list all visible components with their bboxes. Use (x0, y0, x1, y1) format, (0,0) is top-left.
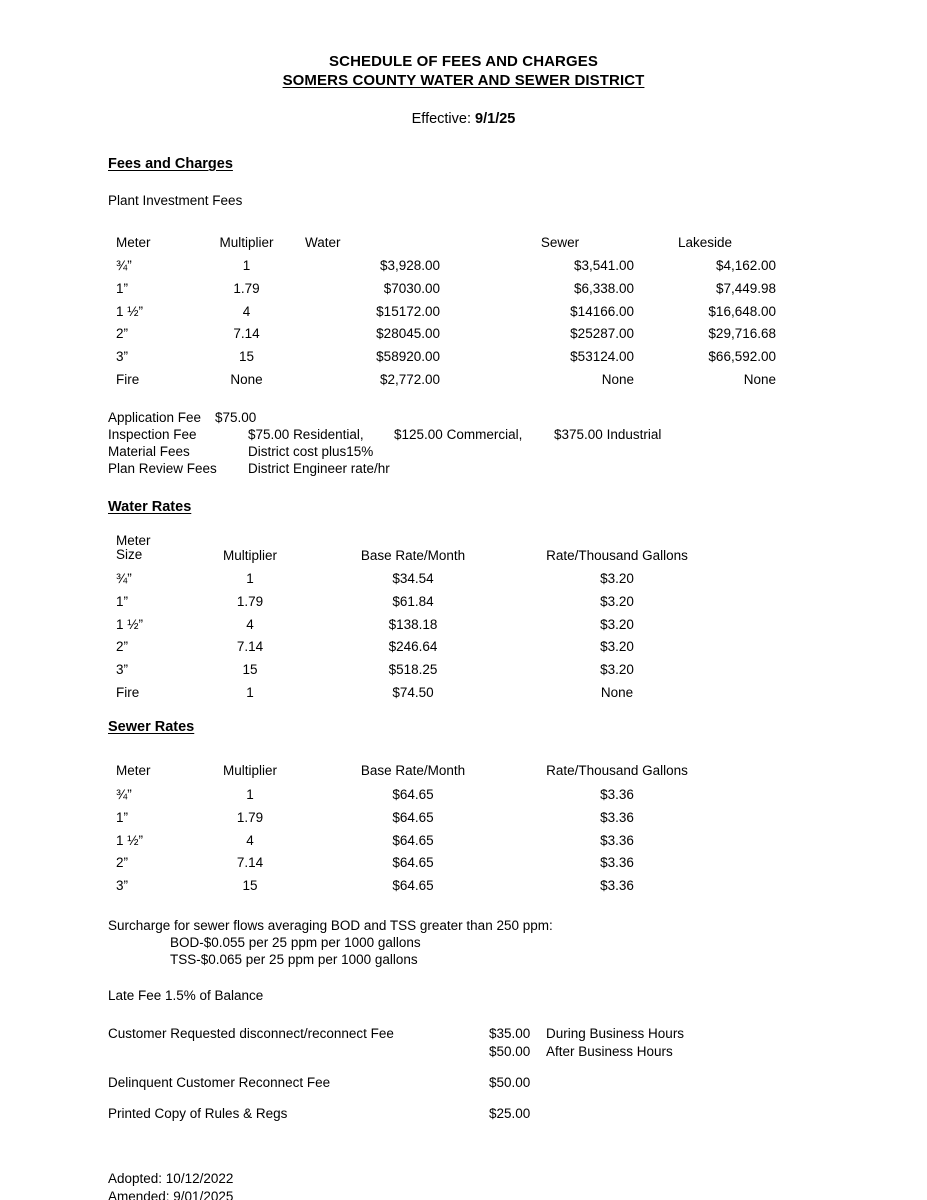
inspection-residential-amount: $75.00 (248, 427, 290, 443)
cell-base-rate: $518.25 (388, 662, 438, 678)
surcharge-bod: BOD-$0.055 per 25 ppm per 1000 gallons (170, 935, 421, 951)
table-row (116, 848, 716, 871)
column-header-lakeside: Lakeside (677, 234, 733, 250)
table-row (116, 364, 776, 387)
cell-multiplier: 1 (246, 787, 254, 803)
column-header-meter: Meter (116, 234, 151, 250)
cell-multiplier: 15 (238, 349, 255, 365)
cell-gallons: $3.36 (600, 809, 634, 825)
disconnect-fee-row (108, 1025, 867, 1042)
late-fee-label: Late Fee (108, 988, 162, 1004)
cell-gallons: $3.20 (600, 571, 634, 587)
column-header-meter-size (116, 534, 192, 564)
cell-gallons: $3.36 (600, 877, 634, 893)
document-title (0, 0, 927, 90)
document-footer (108, 1170, 867, 1200)
disconnect-fee-label: Customer Requested disconnect/reconnect Fee (108, 1026, 394, 1042)
table-row (116, 654, 716, 677)
cell-multiplier: 4 (242, 303, 251, 319)
application-fee-row (108, 409, 867, 426)
disconnect-fee-row-secondary (108, 1043, 867, 1060)
section-water-rates (108, 498, 867, 516)
sewer-surcharge-block (108, 917, 867, 969)
water-rates-heading: Water Rates (108, 498, 192, 515)
column-header-multiplier: Multiplier (219, 234, 274, 250)
cell-sewer: $3,541.00 (573, 258, 634, 274)
plant-investment-fees-table (116, 227, 776, 387)
table-row (116, 296, 776, 319)
effective-label: Effective: (411, 111, 471, 127)
disconnect-fee-note-2: After Business Hours (546, 1043, 673, 1059)
column-header-water: Water (305, 234, 341, 250)
cell-base-rate: $74.50 (392, 684, 434, 700)
cell-water: $15172.00 (376, 303, 440, 319)
application-fee-value: $75.00 (215, 409, 257, 425)
cell-multiplier: 15 (242, 662, 258, 678)
column-header-multiplier: Multiplier (222, 763, 277, 779)
amended-date: Amended: 9/01/2025 (108, 1188, 234, 1200)
cell-lakeside: $66,592.00 (708, 349, 776, 365)
cell-multiplier: 4 (246, 616, 254, 632)
cell-meter: 1” (116, 809, 129, 825)
column-header-rate-thousand: Rate/Thousand Gallons (546, 547, 688, 563)
table-row (116, 251, 776, 274)
cell-multiplier: 7.14 (236, 639, 264, 655)
delinquent-reconnect-fee-row (108, 1074, 867, 1091)
cell-lakeside: $7,449.98 (715, 281, 776, 297)
cell-gallons: $3.36 (600, 832, 634, 848)
disconnect-fee-note-1: During Business Hours (546, 1026, 685, 1042)
fees-and-charges-heading: Fees and Charges (108, 156, 233, 172)
table-row (116, 273, 776, 296)
printed-copy-fee-label: Printed Copy of Rules & Regs (108, 1106, 288, 1122)
cell-meter: ¾” (116, 787, 132, 803)
cell-base-rate: $61.84 (392, 594, 434, 609)
cell-multiplier: 1.79 (236, 809, 264, 825)
inspection-industrial (554, 426, 661, 443)
water-rates-table (116, 534, 716, 700)
cell-multiplier: 1 (246, 684, 254, 700)
column-header-meter-line2: Size (116, 547, 143, 563)
inspection-commercial-amount: $125.00 (394, 427, 443, 443)
inspection-fee-row (108, 426, 867, 443)
cell-sewer: $53124.00 (570, 349, 634, 365)
inspection-residential (248, 426, 394, 443)
cell-meter: 1” (116, 281, 129, 297)
cell-meter: 1 ½” (116, 616, 144, 632)
cell-gallons: $3.36 (600, 855, 634, 871)
cell-meter: 2” (116, 326, 129, 342)
cell-meter: 1” (116, 594, 129, 609)
cell-water: $7030.00 (383, 281, 440, 297)
cell-meter: 2” (116, 639, 129, 655)
cell-multiplier: 4 (246, 832, 254, 848)
cell-multiplier: 7.14 (236, 855, 264, 871)
sewer-rates-heading: Sewer Rates (108, 718, 195, 735)
title-line-1: SCHEDULE OF FEES AND CHARGES (329, 53, 598, 70)
table-row (116, 341, 776, 364)
cell-multiplier: 1 (246, 571, 254, 587)
sewer-rates-table (116, 756, 716, 893)
column-header-meter-line1: Meter (116, 532, 151, 548)
cell-meter: 3” (116, 349, 129, 365)
disconnect-fee-amount-2: $50.00 (489, 1043, 531, 1059)
table-row (116, 802, 716, 825)
cell-sewer: $25287.00 (570, 326, 634, 342)
cell-meter: ¾” (116, 258, 132, 274)
effective-date-value: 9/1/25 (475, 111, 516, 127)
surcharge-intro: Surcharge for sewer flows averaging BOD and TSS greater than 250 ppm: (108, 917, 553, 933)
cell-gallons: $3.36 (600, 787, 634, 803)
cell-meter: Fire (116, 371, 140, 387)
table-row (116, 870, 716, 893)
cell-water: $2,772.00 (379, 371, 440, 387)
table-row (116, 677, 716, 700)
cell-water: $58920.00 (376, 349, 440, 365)
material-fees-row (108, 443, 867, 460)
other-fees-list (108, 409, 867, 478)
column-header-base-rate: Base Rate/Month (360, 763, 466, 779)
section-sewer-rates (108, 718, 867, 736)
late-fee-row (108, 988, 867, 1003)
cell-base-rate: $246.64 (388, 639, 438, 655)
cell-base-rate: $64.65 (392, 809, 434, 825)
cell-water: $28045.00 (376, 326, 440, 342)
column-header-base-rate: Base Rate/Month (360, 547, 466, 563)
section-fees-and-charges (108, 155, 867, 173)
plan-review-fees-label: Plan Review Fees (108, 461, 217, 477)
cell-multiplier: 1.79 (233, 281, 260, 297)
cell-base-rate: $64.65 (392, 832, 434, 848)
cell-meter: Fire (116, 684, 140, 700)
cell-sewer: $6,338.00 (573, 281, 634, 297)
cell-lakeside: None (743, 371, 776, 387)
table-row (116, 319, 776, 342)
plan-review-fees-row (108, 460, 867, 477)
plan-review-fees-value: District Engineer rate/hr (248, 461, 390, 477)
cell-multiplier: None (230, 371, 263, 387)
cell-sewer: $14166.00 (570, 303, 634, 319)
table-row (116, 825, 716, 848)
inspection-commercial-label: Commercial, (446, 427, 523, 443)
cell-gallons: None (600, 684, 634, 700)
adopted-date: Adopted: 10/12/2022 (108, 1171, 234, 1187)
disconnect-fee-amount-1: $35.00 (489, 1026, 531, 1042)
title-line-2: SOMERS COUNTY WATER AND SEWER DISTRICT (282, 72, 645, 89)
table-row (116, 632, 716, 655)
cell-base-rate: $64.65 (392, 787, 434, 803)
inspection-residential-label: Residential, (293, 427, 364, 443)
cell-multiplier: 1.79 (236, 594, 264, 609)
cell-meter: ¾” (116, 571, 132, 587)
disconnect-fee-label-blank (108, 1043, 489, 1060)
printed-copy-fee-row (108, 1105, 867, 1122)
cell-multiplier: 7.14 (233, 326, 260, 342)
effective-date-line (0, 111, 927, 127)
cell-meter: 1 ½” (116, 832, 144, 848)
column-header-multiplier: Multiplier (222, 547, 277, 563)
material-fees-label: Material Fees (108, 444, 190, 460)
cell-meter: 3” (116, 877, 129, 893)
cell-base-rate: $64.65 (392, 855, 434, 871)
inspection-fee-label: Inspection Fee (108, 427, 197, 443)
delinquent-reconnect-fee-amount: $50.00 (489, 1074, 531, 1090)
cell-gallons: $3.20 (600, 594, 634, 609)
inspection-commercial (394, 426, 554, 443)
inspection-industrial-label: Industrial (606, 427, 662, 443)
cell-lakeside: $16,648.00 (708, 303, 776, 319)
table-row (116, 609, 716, 632)
cell-base-rate: $138.18 (388, 616, 438, 632)
column-header-meter: Meter (116, 763, 151, 779)
column-header-rate-thousand: Rate/Thousand Gallons (546, 763, 688, 779)
cell-multiplier: 1 (242, 258, 251, 274)
table-header-row (116, 534, 716, 564)
cell-meter: 1 ½” (116, 303, 144, 319)
cell-gallons: $3.20 (600, 662, 634, 678)
cell-multiplier: 15 (242, 877, 258, 893)
late-fee-value: 1.5% of Balance (165, 988, 264, 1004)
material-fees-value: District cost plus15% (248, 444, 374, 460)
delinquent-reconnect-fee-label: Delinquent Customer Reconnect Fee (108, 1074, 331, 1090)
application-fee-label: Application Fee (108, 409, 202, 425)
inspection-industrial-amount: $375.00 (554, 427, 603, 443)
cell-water: $3,928.00 (379, 258, 440, 274)
cell-sewer: None (601, 371, 634, 387)
cell-meter: 2” (116, 855, 129, 871)
cell-lakeside: $4,162.00 (715, 258, 776, 274)
table-header-row (116, 756, 716, 780)
cell-base-rate: $34.54 (392, 571, 434, 587)
column-header-sewer: Sewer (540, 234, 580, 250)
cell-lakeside: $29,716.68 (708, 326, 776, 342)
printed-copy-fee-amount: $25.00 (489, 1106, 531, 1122)
table-header-row (116, 227, 776, 251)
cell-meter: 3” (116, 662, 129, 678)
plant-investment-fees-subheading: Plant Investment Fees (108, 193, 243, 208)
table-row (116, 586, 716, 609)
table-row (116, 564, 716, 587)
table-row (116, 779, 716, 802)
cell-gallons: $3.20 (600, 616, 634, 632)
surcharge-tss: TSS-$0.065 per 25 ppm per 1000 gallons (170, 952, 418, 968)
cell-base-rate: $64.65 (392, 877, 434, 893)
cell-gallons: $3.20 (600, 639, 634, 655)
